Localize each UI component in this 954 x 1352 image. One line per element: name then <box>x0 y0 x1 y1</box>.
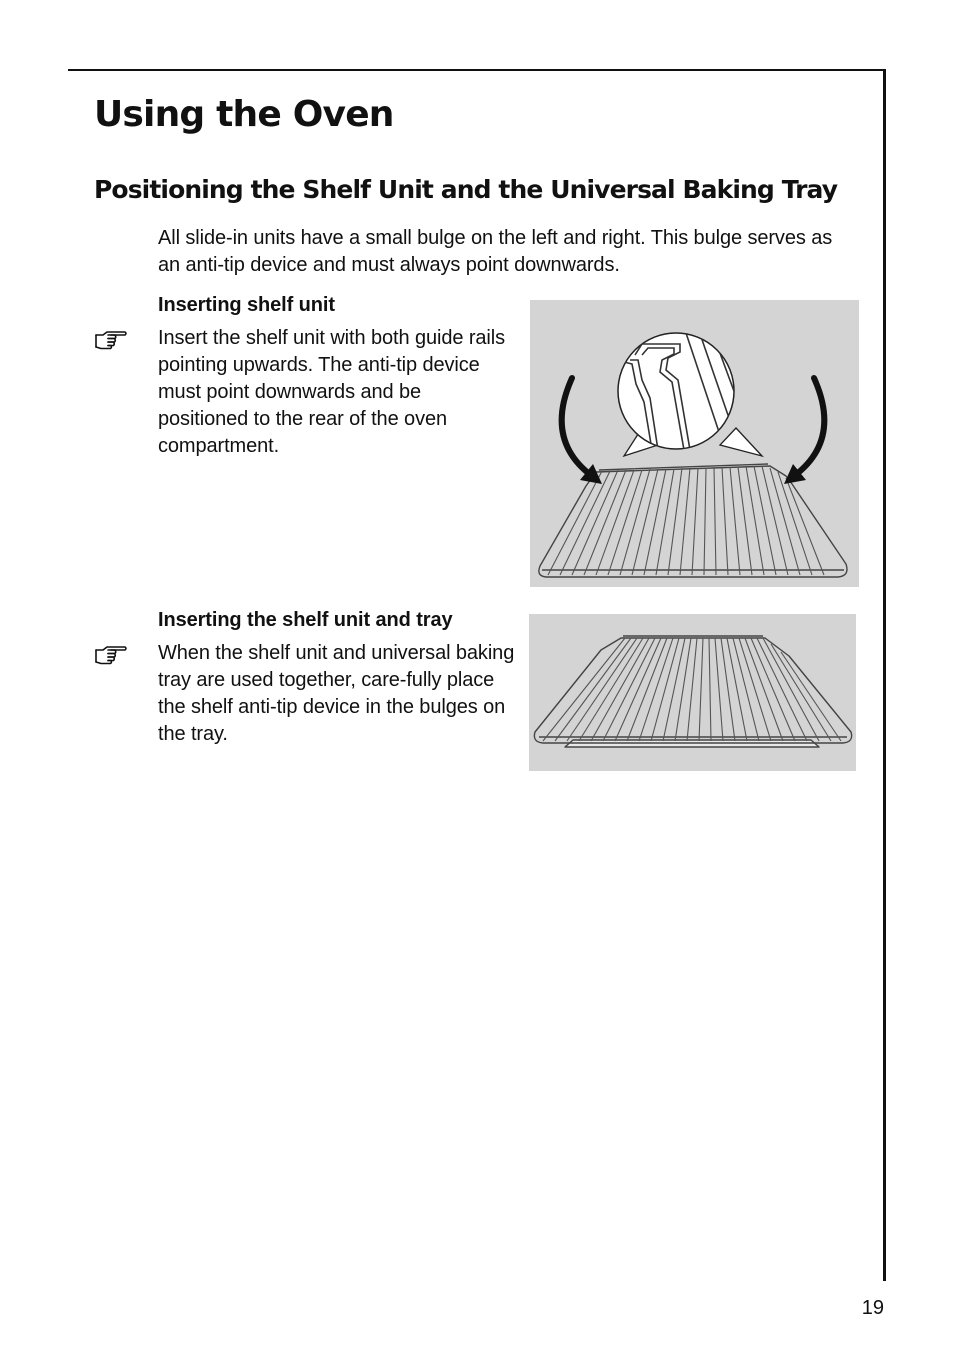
step-heading-inserting-shelf-unit-and-tray: Inserting the shelf unit and tray <box>158 609 453 631</box>
step-text-inserting-shelf-unit: Insert the shelf unit with both guide rails pointing upwards. The anti-tip device must point downwards and be positioned to the rear of the oven compartment. <box>158 327 506 457</box>
pointing-hand-icon <box>94 329 128 351</box>
step-text-inserting-shelf-unit-and-tray: When the shelf unit and universal baking tray are used together, care-fully place the shelf anti-tip device in the bulges on the tray. <box>158 642 515 745</box>
page-title: Using the Oven <box>94 94 394 135</box>
top-rule <box>68 69 886 71</box>
shelf-insertion-illustration <box>530 300 859 587</box>
intro-paragraph: All slide-in units have a small bulge on the left and right. This bulge serves as an anti-tip device and must always point downwards. <box>158 227 833 276</box>
page-number: 19 <box>861 1297 884 1319</box>
step-heading-inserting-shelf-unit: Inserting shelf unit <box>158 294 335 316</box>
shelf-and-tray-illustration <box>529 614 856 771</box>
section-title: Positioning the Shelf Unit and the Universal Baking Tray <box>94 175 838 204</box>
right-margin-rule <box>883 69 886 1281</box>
pointing-hand-icon <box>94 644 128 666</box>
